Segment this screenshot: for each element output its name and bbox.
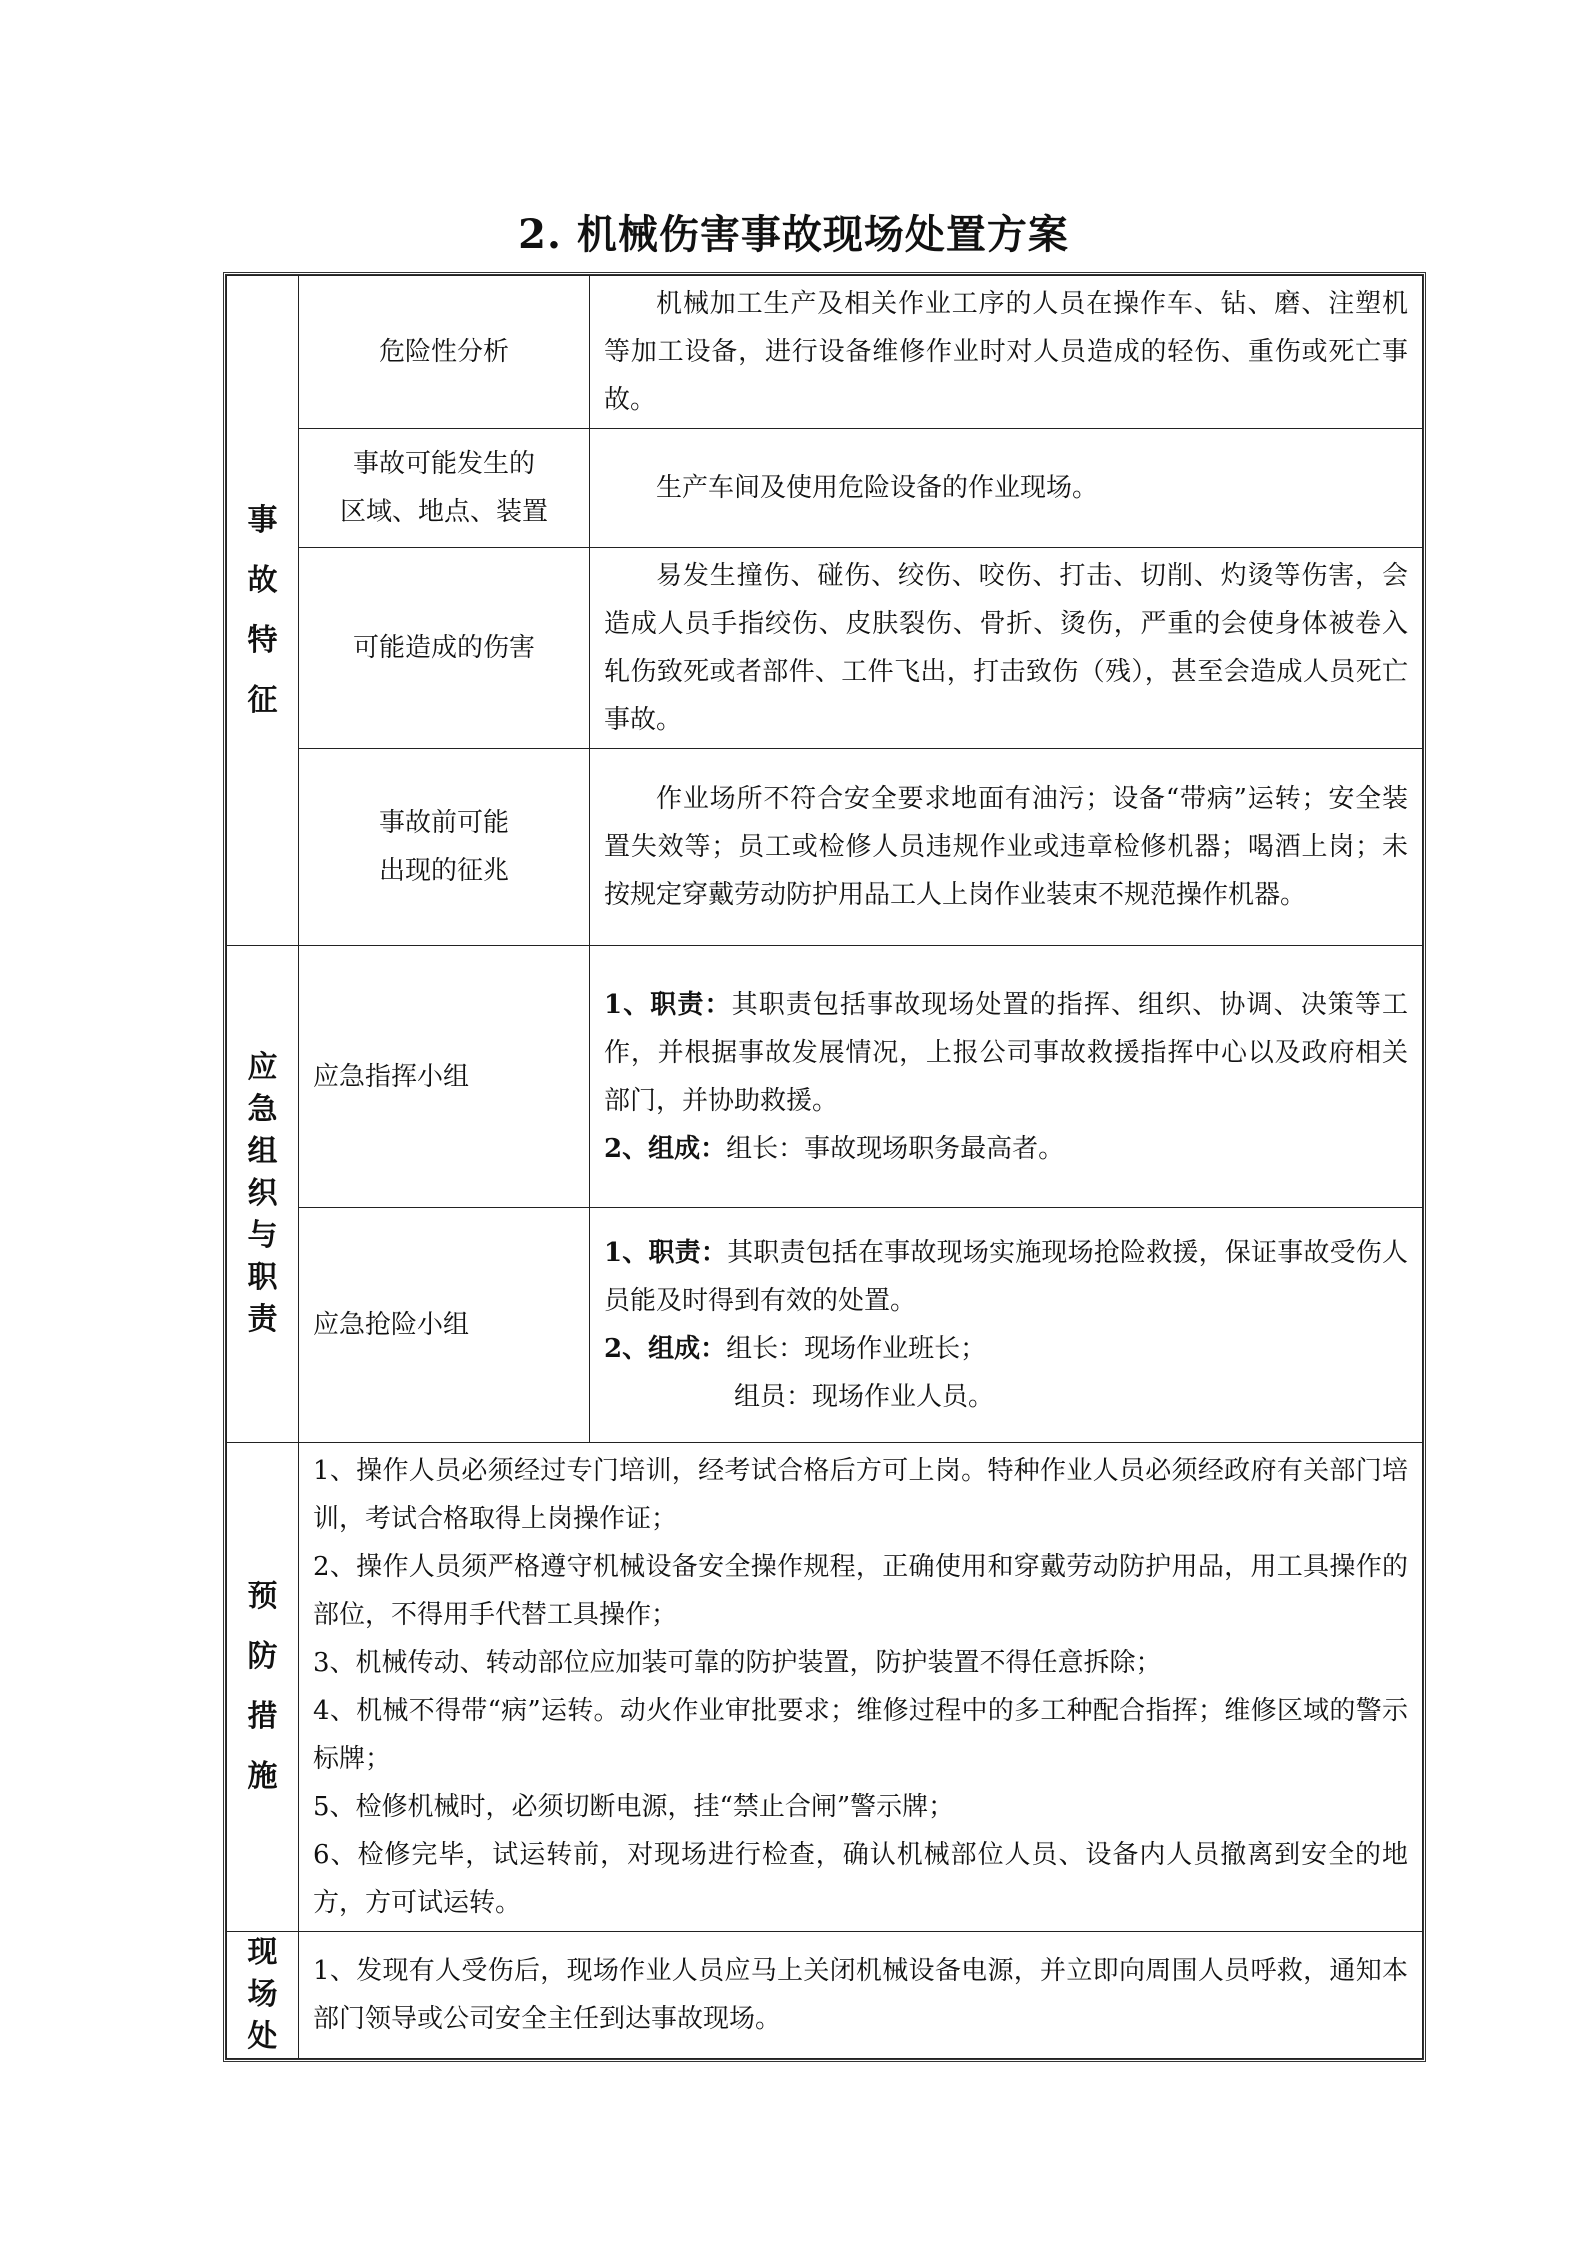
sub-label-command: 应急指挥小组: [299, 946, 590, 1208]
sub-label-location: [299, 429, 590, 548]
list-item: 5、检修机械时，必须切断电源，挂“禁止合闸”警示牌；: [313, 1792, 955, 1822]
sub-label-injury: [299, 548, 590, 749]
list-item: 1、发现有人受伤后，现场作业人员应马上关闭机械设备电源，并立即向周围人员呼救，通知本部门领导或公司安全主任到达事故现场。: [313, 1956, 1408, 2034]
sub-label-line: 事故可能发生的: [352, 449, 535, 479]
composition-text: 组长：事故现场职务最高者。: [726, 1133, 1065, 1164]
section-char: 急: [247, 1092, 278, 1127]
duty-label: 1、职责：: [604, 989, 732, 1020]
onsite-text: [299, 1932, 1423, 2059]
section-label-features: [227, 276, 299, 946]
sub-label-line: 事故前可能: [378, 808, 509, 838]
feature-text-signs: 作业场所不符合安全要求地面有油污；设备“带病”运转；安全装置失效等；员工或检修人员违规作业或违章检修机器；喝酒上岗；未按规定穿戴劳动防护用品工人上岗作业装束不规范操作机器。: [590, 749, 1423, 946]
duty-line: [604, 981, 1408, 1125]
feature-row-signs: [227, 749, 1423, 946]
feature-row-location: [227, 429, 1423, 548]
org-row-rescue: [227, 1208, 1423, 1443]
section-char: 措: [247, 1699, 278, 1734]
composition-line: 组员：现场作业人员。: [734, 1382, 995, 1412]
sub-label-line: 区域、地点、装置: [339, 497, 548, 527]
composition-label: 2、组成：: [604, 1334, 727, 1364]
composition-line: [604, 1325, 1408, 1373]
org-text-command: [590, 946, 1423, 1208]
feature-row-hazard: [227, 276, 1423, 429]
sub-label-line: 可能造成的伤害: [352, 633, 535, 663]
duty-text: 其职责包括在事故现场实施现场抢险救援，保证事故受伤人员能及时得到有效的处置。: [604, 1238, 1408, 1316]
section-label-organization: [227, 946, 299, 1443]
duty-text: 其职责包括事故现场处置的指挥、组织、协调、决策等工作，并根据事故发展情况，上报公司事故救援指挥中心以及政府相关部门，并协助救援。: [604, 989, 1408, 1116]
section-char: 责: [247, 1302, 278, 1337]
section-char: 特: [247, 622, 278, 658]
list-item: 6、检修完毕，试运转前，对现场进行检查，确认机械部位人员、设备内人员撤离到安全的地方，方可试运转。: [313, 1840, 1408, 1918]
section-char: 施: [247, 1759, 278, 1794]
prevention-text: [299, 1443, 1423, 1932]
section-char: 事: [247, 502, 278, 538]
list-item: 2、操作人员须严格遵守机械设备安全操作规程，正确使用和穿戴劳动防护用品，用工具操作的部位，不得用手代替工具操作；: [313, 1552, 1408, 1630]
section-char: 织: [247, 1176, 278, 1211]
feature-text-location: 生产车间及使用危险设备的作业现场。: [590, 429, 1423, 548]
sub-label-rescue: 应急抢险小组: [299, 1208, 590, 1443]
section-char: 应: [247, 1050, 278, 1085]
section-char: 现: [247, 1935, 278, 1970]
section-char: 职: [247, 1260, 278, 1295]
sub-label-line: 出现的征兆: [378, 856, 509, 886]
disposal-plan-table: [226, 275, 1423, 2059]
list-item: 3、机械传动、转动部位应加装可靠的防护装置，防护装置不得任意拆除；: [313, 1648, 1162, 1678]
sub-label-signs: [299, 749, 590, 946]
section-char: 与: [247, 1218, 278, 1253]
onsite-row: [227, 1932, 1423, 2059]
sub-label-line: 危险性分析: [378, 337, 509, 367]
page-title: 2. 机械伤害事故现场处置方案: [518, 211, 1069, 258]
feature-text-injury: 易发生撞伤、碰伤、绞伤、咬伤、打击、切削、灼烫等伤害，会造成人员手指绞伤、皮肤裂伤、骨折、烫伤，严重的会使身体被卷入轧伤致死或者部件、工件飞出，打击致伤（残），甚至会造成人员死亡事故。: [590, 548, 1423, 749]
feature-row-injury: [227, 548, 1423, 749]
feature-text-hazard: 机械加工生产及相关作业工序的人员在操作车、钻、磨、注塑机等加工设备，进行设备维修作业时对人员造成的轻伤、重伤或死亡事故。: [590, 276, 1423, 429]
composition-line: [604, 1125, 1408, 1173]
section-char: 故: [247, 562, 278, 598]
org-row-command: [227, 946, 1423, 1208]
section-char: 组: [247, 1134, 278, 1169]
sub-label-hazard: [299, 276, 590, 429]
section-char: 预: [247, 1579, 278, 1614]
list-item: 1、操作人员必须经过专门培训，经考试合格后方可上岗。特种作业人员必须经政府有关部门培训，考试合格取得上岗操作证；: [313, 1456, 1408, 1534]
section-label-prevention: [227, 1443, 299, 1932]
duty-label: 1、职责：: [604, 1238, 728, 1268]
section-char: 场: [247, 1977, 278, 2012]
duty-line: [604, 1229, 1408, 1325]
composition-text: 组长：现场作业班长；: [726, 1334, 987, 1364]
section-label-onsite: [227, 1932, 299, 2059]
prevention-row: [227, 1443, 1423, 1932]
list-item: 4、机械不得带“病”运转。动火作业审批要求；维修过程中的多工种配合指挥；维修区域的警示标牌；: [313, 1696, 1408, 1774]
org-text-rescue: [590, 1208, 1423, 1443]
section-char: 征: [247, 682, 278, 718]
section-char: 处: [247, 2019, 278, 2054]
section-char: 防: [247, 1639, 278, 1674]
composition-label: 2、组成：: [604, 1133, 727, 1164]
